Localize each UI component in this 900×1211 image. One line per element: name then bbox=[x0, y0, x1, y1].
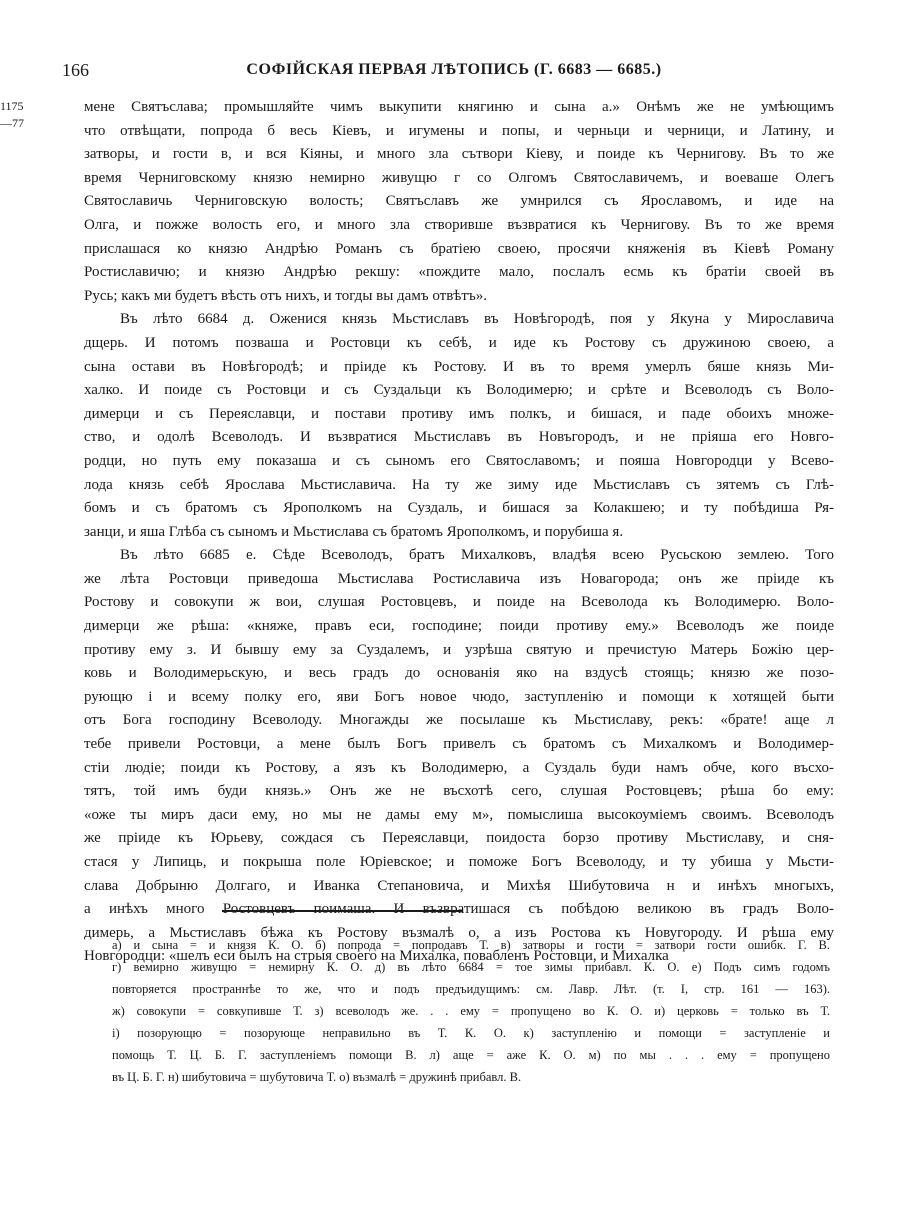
text-line: Олга, и пожже волость его, и много зла створивше възвратися къ Чернигову. Въ то же время bbox=[84, 216, 834, 233]
page-header bbox=[62, 60, 846, 86]
text-line: отъ Бога господину Всеволоду. Многажды же посылаше къ Мьстиславу, рекъ: «брате! аще л bbox=[84, 712, 834, 729]
text-line: рующю і и всему полку его, яви Богъ новое чюдо, заступленію и помощи к хотящей быти bbox=[84, 688, 834, 705]
text-line: время Черниговскому князю немирно живущю г со Олгомъ Святославичемъ, и воеваше Олегъ bbox=[84, 169, 834, 186]
chronicle-text bbox=[84, 96, 834, 969]
margin-year-end: —77 bbox=[0, 116, 24, 130]
text-line: дщерь. И потомъ позваша и Ростовци къ себѣ, и иде къ Ростову съ дружиною своею, а bbox=[84, 334, 834, 351]
text-line: что отвѣщати, попрода б весь Кіевъ, и игумены и попы, и черньци и черници, и Латину, и bbox=[84, 122, 834, 139]
footnote-line: помощь Т. Ц. Б. Г. заступленіемъ помощи В. л) аще = аже К. О. м) по мы . . . ему = пропущено bbox=[112, 1048, 830, 1062]
footnote-line: г) вемирно живущю = немирну К. О. д) въ лѣто 6684 = тое зимы прибавл. К. О. е) Подъ симъ годомъ bbox=[112, 960, 830, 974]
text-line: лода князь себѣ Ярослава Мьстиславича. На ту же зиму иде Мьстиславъ съ зятемъ съ Глѣ- bbox=[84, 476, 834, 493]
footnote-line: въ Ц. Б. Г. н) шибутовича = шубутовича Т. о) възмалѣ = дружинѣ прибавл. В. bbox=[112, 1070, 522, 1084]
footnote-line: повторяется пространнѣе то же, что и подъ предъидущимъ: см. Лавр. Лѣт. (т. I, стр. 161 — 163). bbox=[112, 982, 830, 996]
text-line: сына остави въ Новѣгородѣ; и пріиде къ Ростову. И въ то время умерлъ бяше князь Ми- bbox=[84, 358, 834, 375]
text-line: димерь, а Мьстиславъ бѣжа къ Ростову възмалѣ о, а изъ Ростова къ Новугороду. И рѣша ему bbox=[84, 924, 834, 941]
text-line: ство, и одолѣ Всеволодъ. И възвратися Мьстиславъ въ Новъгородъ, и не пріяша его Новго- bbox=[84, 429, 834, 446]
text-line: тебе привели Ростовци, а мене былъ Богъ привелъ съ братомъ съ Михалкомъ и Володимер- bbox=[84, 736, 834, 753]
text-line: ковь и Володимерьскую, и весь градъ до основанія яко на вздусѣ стоящь; князю же позо- bbox=[84, 665, 834, 682]
text-line: Святославичь Черниговскую волость; Святъславъ же умнрился съ Ярославомъ, и иде на bbox=[84, 193, 834, 210]
text-line: халко. И поиде съ Ростовци и съ Суздальци къ Володимерю; и срѣте и Всеволодъ съ Воло- bbox=[84, 382, 834, 399]
footnotes bbox=[112, 934, 830, 1088]
text-line: Ростову и совокупи ж вои, слушая Ростовцевъ, и поиде на Всеволода къ Володимерю. Воло- bbox=[84, 594, 834, 611]
text-line: бомъ и съ братомъ съ Ярополкомъ на Суздаль, и бишася за Колакшею; и ту побѣдиша Ря- bbox=[84, 500, 834, 517]
footnote-divider bbox=[222, 910, 462, 912]
text-line: «оже ты миръ даси ему, но мы не дамы ему м», помыслиша высокоуміемъ своимъ. Всеволодъ bbox=[84, 806, 834, 823]
text-line: стіи людіе; поиди къ Ростову, а язъ къ Володимерю, а Суздаль буди намъ обче, кого въсхо- bbox=[84, 759, 834, 776]
text-line: тятъ, той имъ буди князь.» Онъ же не въсхотѣ сего, слушая Ростовцевъ; рѣша бо ему: bbox=[84, 783, 834, 800]
text-line: занци, и яша Глѣба съ сыномъ и Мьстислава съ братомъ Ярополкомъ, и порубиша я. bbox=[84, 523, 624, 540]
text-line: димерци и съ Переяславци, и постави противу имъ полкъ, и бишася, и паде обоихъ множе- bbox=[84, 405, 834, 422]
text-line: мене Святъслава; промышляйте чимъ выкупити княгиню и сына а.» Онѣмъ же не умѣющимъ bbox=[84, 99, 834, 115]
text-line: Новгородци: «шелъ еси былъ на стрыя своего на Михалка, повабленъ Ростовци, и Михалка bbox=[84, 948, 669, 965]
text-line: стася у Липиць, и покрыша поле Юріевское; и поможе Богъ Всеволоду, и ту убиша у Мьсти- bbox=[84, 854, 834, 870]
running-title: СОФІЙСКАЯ ПЕРВАЯ ЛѢТОПИСЬ (Г. 6683 — 6685.) bbox=[246, 61, 662, 78]
text-line: димерци же рѣша: «княже, правъ еси, господине; поиди противу ему.» Всеволодъ же поиде bbox=[84, 618, 834, 635]
text-line: же пріиде къ Юрьеву, сождася съ Переяславци, поидоста борзо противу Мьстиславу, и сня- bbox=[84, 830, 834, 847]
footnote-line: а) и сына = и князя К. О. б) попрода = попродавъ Т. в) затворы и гости = затвори гости ошибк. Г. В. bbox=[112, 938, 830, 952]
margin-year-start: 1175 bbox=[0, 99, 24, 113]
text-line: Русь; какъ ми будетъ вѣсть отъ нихъ, и тогды вы дамъ отвѣтъ». bbox=[84, 287, 487, 304]
text-line: слава Добрыню Долгаго, и Иванка Степановича, и Михѣя Шибутовича н и инѣхъ многыхъ, bbox=[84, 877, 834, 894]
text-line: прислашася ко князю Андрѣю Романъ съ братіею своею, просячи княженія въ Кіевѣ Роману bbox=[84, 240, 834, 257]
text-line: а инѣхъ много Ростовцевъ поимаша. И възвратишася съ побѣдою великою въ градъ Воло- bbox=[84, 901, 834, 918]
margin-year-range bbox=[0, 98, 26, 132]
text-line: Въ лѣто 6684 д. Оженися князь Мьстиславъ въ Новѣгородѣ, поя у Якуна у Мирославича bbox=[120, 311, 834, 328]
footnote-line: ж) совокупи = совкупивше Т. з) всеволодъ же. . . ему = пропущено во К. О. и) церковь = только въ Т. bbox=[112, 1004, 830, 1018]
text-line: родци, но путь ему показаша и съ сыномъ его Святославомъ; и пояша Новгородци у Всево- bbox=[84, 452, 834, 469]
text-line: затворы, и гости в, и вся Кіяны, и много зла сътвори Кіеву, и поиде къ Чернигову. Въ то же bbox=[84, 146, 834, 163]
text-line: противу ему з. И бывшу ему за Суздалемъ, и узрѣша святую и пречистую Матерь Божію цер- bbox=[84, 641, 834, 658]
page-number: 166 bbox=[62, 60, 89, 80]
text-line: Ростиславичю; и князю Андрѣю рекшу: «пождите мало, послалъ есмь къ братіи своей въ bbox=[84, 264, 834, 281]
text-line: же лѣта Ростовци приведоша Мьстислава Ростиславича изъ Новагорода; онъ же пріиде къ bbox=[84, 570, 834, 587]
footnote-line: і) позорующю = позорующе неправильно въ Т. К. О. к) заступленію и помощи = заступленіе и bbox=[112, 1026, 830, 1040]
text-line: Въ лѣто 6685 е. Сѣде Всеволодъ, братъ Михалковъ, владѣя всею Русьскою землею. Того bbox=[120, 547, 834, 564]
